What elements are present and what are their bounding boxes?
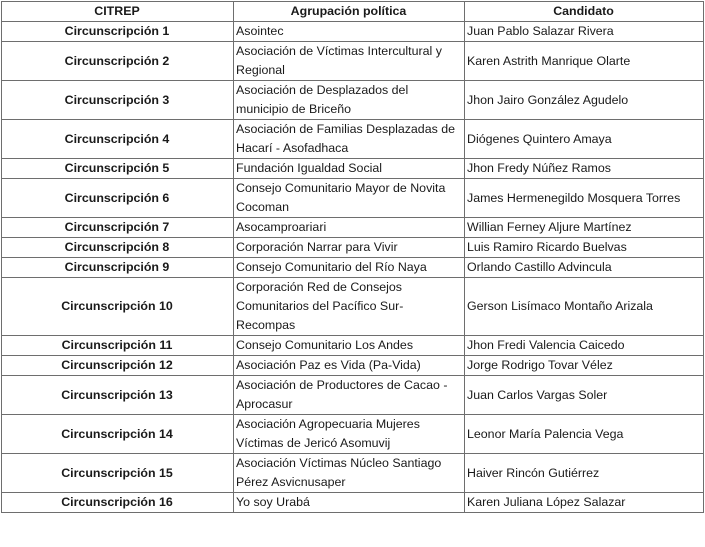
circunscripcion-cell: Circunscripción 15 — [2, 454, 234, 493]
header-citrep: CITREP — [2, 2, 234, 22]
table-row — [2, 376, 704, 415]
header-agrupacion: Agrupación política — [234, 2, 465, 22]
candidato-cell: Juan Pablo Salazar Rivera — [465, 22, 704, 42]
candidato-cell: Karen Astrith Manrique Olarte — [465, 42, 704, 81]
table-row — [2, 218, 704, 238]
agrupacion-cell: Asociación de Desplazados del municipio de Briceño — [234, 81, 465, 120]
agrupacion-cell: Asociación de Productores de Cacao - Aprocasur — [234, 376, 465, 415]
agrupacion-cell: Consejo Comunitario Los Andes — [234, 336, 465, 356]
candidato-cell: Jorge Rodrigo Tovar Vélez — [465, 356, 704, 376]
candidato-cell: Diógenes Quintero Amaya — [465, 120, 704, 159]
circunscripcion-cell: Circunscripción 7 — [2, 218, 234, 238]
agrupacion-cell: Fundación Igualdad Social — [234, 159, 465, 179]
candidato-cell: Gerson Lisímaco Montaño Arizala — [465, 278, 704, 336]
citrep-candidates-table — [1, 1, 704, 513]
table-row — [2, 159, 704, 179]
agrupacion-cell: Asocamproariari — [234, 218, 465, 238]
candidato-cell: Orlando Castillo Advincula — [465, 258, 704, 278]
agrupacion-cell: Asociación Víctimas Núcleo Santiago Pérez Asvicnusaper — [234, 454, 465, 493]
table-row — [2, 493, 704, 513]
table-row — [2, 179, 704, 218]
circunscripcion-cell: Circunscripción 13 — [2, 376, 234, 415]
candidato-cell: Juan Carlos Vargas Soler — [465, 376, 704, 415]
agrupacion-cell: Consejo Comunitario Mayor de Novita Cocoman — [234, 179, 465, 218]
table-row — [2, 278, 704, 336]
table-row — [2, 120, 704, 159]
circunscripcion-cell: Circunscripción 11 — [2, 336, 234, 356]
candidato-cell: Jhon Jairo González Agudelo — [465, 81, 704, 120]
table-row — [2, 42, 704, 81]
circunscripcion-cell: Circunscripción 9 — [2, 258, 234, 278]
agrupacion-cell: Corporación Narrar para Vivir — [234, 238, 465, 258]
table-header-row — [2, 2, 704, 22]
table-row — [2, 336, 704, 356]
circunscripcion-cell: Circunscripción 4 — [2, 120, 234, 159]
table-row — [2, 356, 704, 376]
circunscripcion-cell: Circunscripción 1 — [2, 22, 234, 42]
header-candidato: Candidato — [465, 2, 704, 22]
table-row — [2, 238, 704, 258]
candidato-cell: Willian Ferney Aljure Martínez — [465, 218, 704, 238]
table-row — [2, 415, 704, 454]
table-row — [2, 81, 704, 120]
circunscripcion-cell: Circunscripción 8 — [2, 238, 234, 258]
agrupacion-cell: Consejo Comunitario del Río Naya — [234, 258, 465, 278]
circunscripcion-cell: Circunscripción 3 — [2, 81, 234, 120]
candidato-cell: Luis Ramiro Ricardo Buelvas — [465, 238, 704, 258]
circunscripcion-cell: Circunscripción 16 — [2, 493, 234, 513]
circunscripcion-cell: Circunscripción 5 — [2, 159, 234, 179]
citrep-table-container — [1, 1, 704, 513]
circunscripcion-cell: Circunscripción 6 — [2, 179, 234, 218]
candidato-cell: Haiver Rincón Gutiérrez — [465, 454, 704, 493]
agrupacion-cell: Asociación de Víctimas Intercultural y Regional — [234, 42, 465, 81]
table-row — [2, 258, 704, 278]
circunscripcion-cell: Circunscripción 12 — [2, 356, 234, 376]
candidato-cell: Jhon Fredy Núñez Ramos — [465, 159, 704, 179]
circunscripcion-cell: Circunscripción 10 — [2, 278, 234, 336]
table-row — [2, 454, 704, 493]
agrupacion-cell: Asociación de Familias Desplazadas de Hacarí - Asofadhaca — [234, 120, 465, 159]
agrupacion-cell: Asointec — [234, 22, 465, 42]
candidato-cell: Jhon Fredi Valencia Caicedo — [465, 336, 704, 356]
candidato-cell: James Hermenegildo Mosquera Torres — [465, 179, 704, 218]
candidato-cell: Karen Juliana López Salazar — [465, 493, 704, 513]
circunscripcion-cell: Circunscripción 14 — [2, 415, 234, 454]
agrupacion-cell: Yo soy Urabá — [234, 493, 465, 513]
agrupacion-cell: Asociación Paz es Vida (Pa-Vida) — [234, 356, 465, 376]
table-row — [2, 22, 704, 42]
candidato-cell: Leonor María Palencia Vega — [465, 415, 704, 454]
agrupacion-cell: Asociación Agropecuaria Mujeres Víctimas de Jericó Asomuvij — [234, 415, 465, 454]
agrupacion-cell: Corporación Red de Consejos Comunitarios del Pacífico Sur-Recompas — [234, 278, 465, 336]
circunscripcion-cell: Circunscripción 2 — [2, 42, 234, 81]
